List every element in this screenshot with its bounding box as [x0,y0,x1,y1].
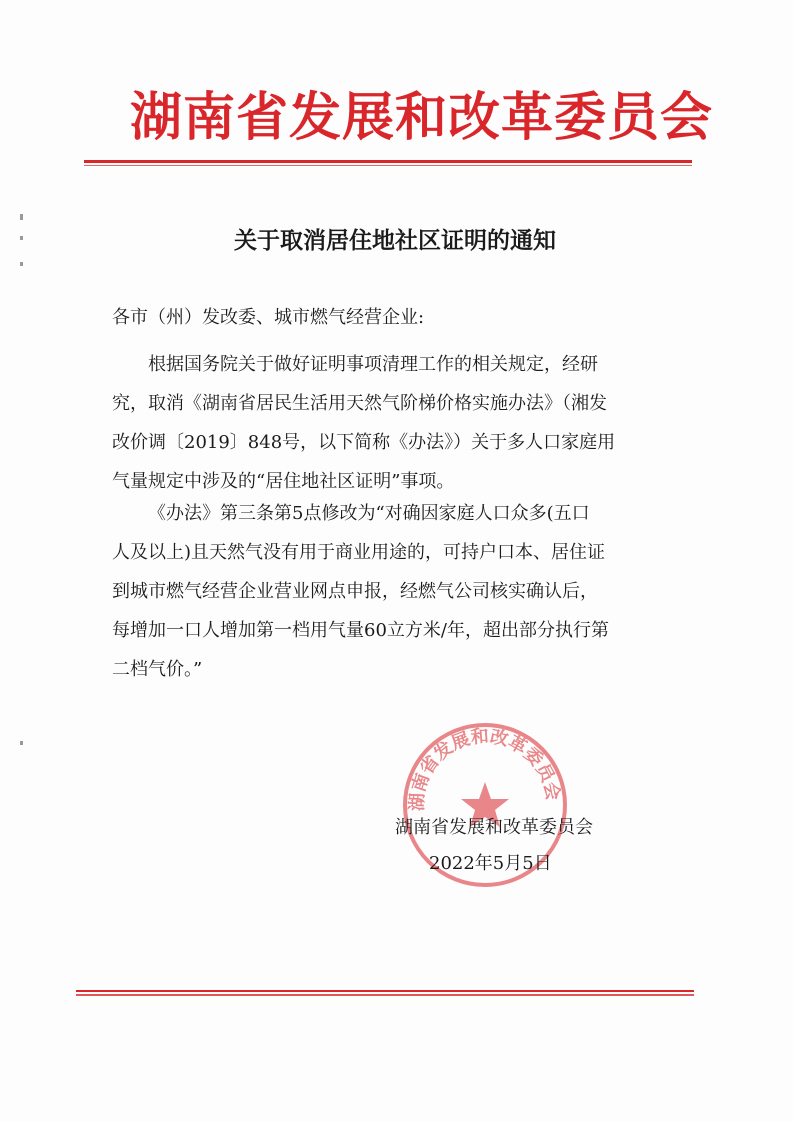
paragraph-line: 《办法》第三条第5点修改为“对确因家庭人口众多(五口 [148,503,590,524]
paragraph-1 [112,345,682,501]
letterhead-divider-thin [84,165,692,166]
footer-divider-second [76,994,694,996]
paragraph-line: 每增加一口人增加第一档用气量60立方米/年，超出部分执行第 [112,620,609,641]
paragraph-line: 究，取消《湖南省居民生活用天然气阶梯价格实施办法》（湘发 [112,393,607,414]
paragraph-2 [112,494,682,689]
salutation: 各市（州）发改委、城市燃气经营企业: [112,307,425,328]
paragraph-line: 改价调〔2019〕848号，以下简称《办法》）关于多人口家庭用 [112,432,616,453]
paragraph-line: 二档气价。” [112,659,203,680]
paragraph-line: 气量规定中涉及的“居住地社区证明”事项。 [112,471,455,492]
seal-text: 湖南省发展和改革委员会 [406,725,564,812]
paragraph-line: 根据国务院关于做好证明事项清理工作的相关规定，经研 [148,354,598,375]
footer-divider [76,990,694,992]
scan-margin-mark [20,214,23,220]
signature-organization: 湖南省发展和改革委员会 [395,817,593,838]
letterhead-org-title: 湖南省发展和改革委员会 [130,88,714,148]
signature-block [395,810,635,882]
scan-margin-mark [20,741,23,745]
scan-margin-mark [20,262,23,266]
letterhead-divider [84,160,692,163]
paragraph-line: 到城市燃气经营企业营业网点申报，经燃气公司核实确认后， [112,581,598,602]
scan-margin-mark [20,236,23,240]
paragraph-line: 人及以上)且天然气没有用于商业用途的，可持户口本、居住证 [112,542,606,563]
signature-date: 2022年5月5日 [429,853,552,874]
document-title: 关于取消居住地社区证明的通知 [234,228,556,254]
